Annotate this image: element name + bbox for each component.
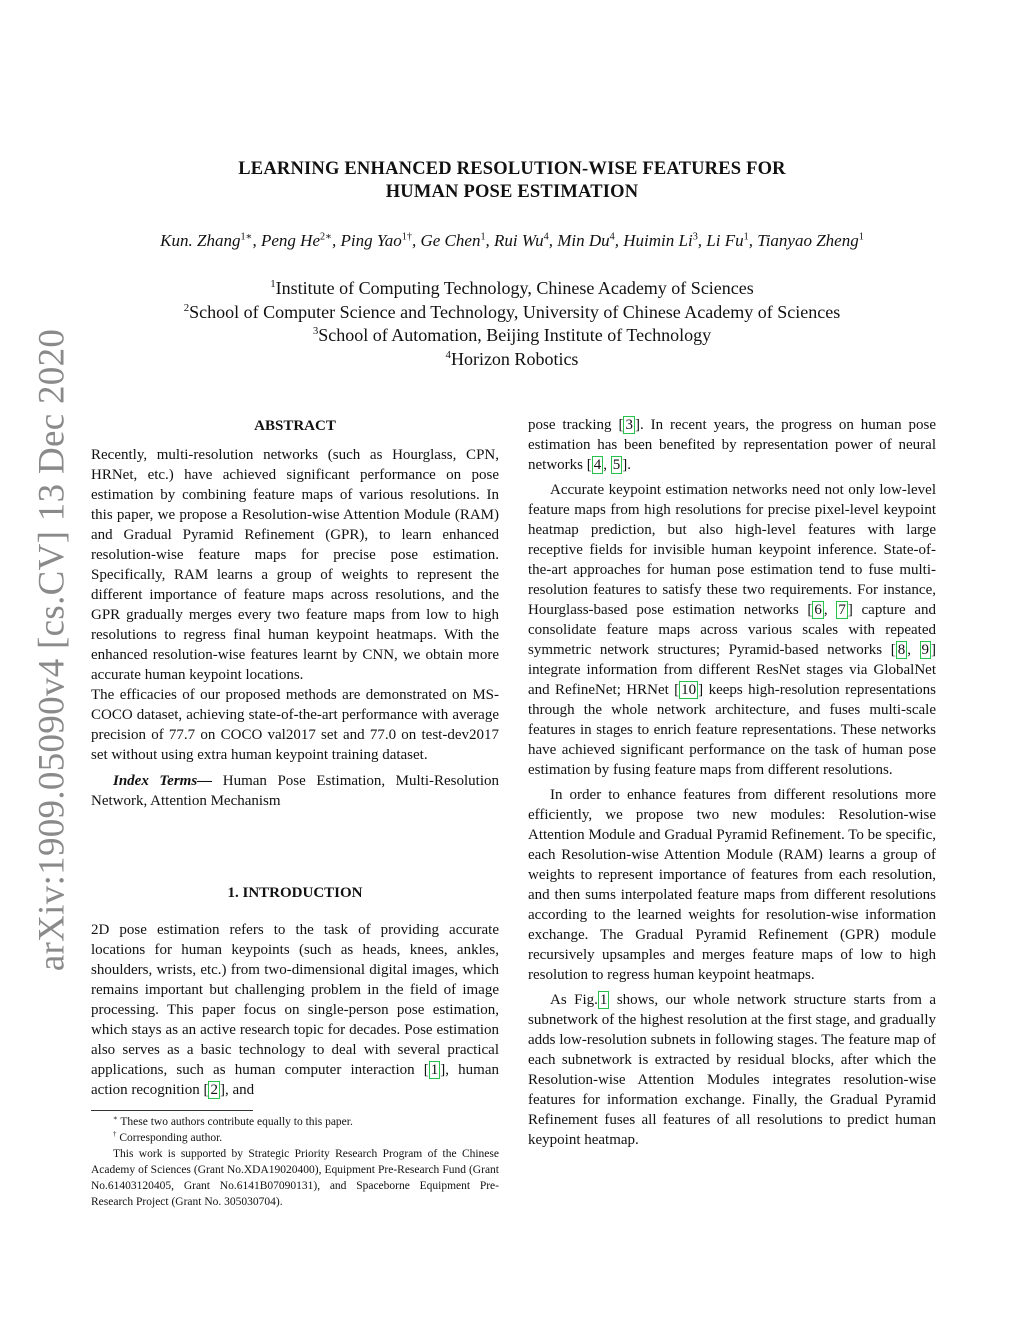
citation-link[interactable]: 3 xyxy=(625,417,633,433)
abstract-paragraph-1: Recently, multi-resolution networks (such as Hourglass, CPN, HRNet, etc.) have achieved significant performance on pose estimation by combining feature maps of various resolutions. In this paper, we propose a Resolution-wise Attention Module (RAM) and Gradual Pyramid Refinement (GPR), to learn enhanced resolution-wise feature maps for precise pose estimation. Specifically, RAM learns a group of weights to represent the different importance of feature maps across resolutions, and the GPR gradually merges every two feature maps from low to high resolutions to regress final human keypoint heatmaps. With the enhanced resolution-wise features learnt by CNN, we obtain more accurate human keypoint locations. xyxy=(91,447,499,683)
author-name: Ping Yao xyxy=(340,231,402,250)
footnote-rule xyxy=(91,1110,253,1111)
author-affil-mark: 3 xyxy=(692,231,698,243)
author-affil-mark: 1∗ xyxy=(240,231,253,243)
author-name: Rui Wu xyxy=(494,231,544,250)
author-affil-mark: 2∗ xyxy=(320,231,333,243)
affiliation: $^3$School of Automation, Beijing Institute of Technology xyxy=(312,325,712,345)
author-affil-mark: 1 xyxy=(480,231,486,243)
citation-link[interactable]: 2 xyxy=(210,1082,218,1098)
abstract-heading: ABSTRACT xyxy=(254,418,336,434)
citation-link[interactable]: 8 xyxy=(897,642,906,658)
footnote-funding: This work is supported by Strategic Priority Research Program of the Chinese Academy of Sciences (Grant No.XDA19020400), Equipment Pre-Research Fund (Grant No.61403120405, Grant No.6141B07090131), and Spaceborne Equipment Pre-Research Project (Grant No. 305030704). xyxy=(91,1148,499,1208)
index-terms-text: Human Pose Estimation, Multi-Resolution Network, Attention Mechanism xyxy=(91,773,500,809)
author-name: Min Du xyxy=(557,231,610,250)
citation-link[interactable]: 1 xyxy=(430,1062,439,1078)
citation-link[interactable]: 7 xyxy=(838,602,846,618)
intro-paragraph-4: As Fig. 1 shows, our whole network structure starts from a subnetwork of the highest resolution at the first stage, and gradually adds low-resolution subnets in following stages. The feature map of each subnetwork is extracted by residual blocks, after which the Resolution-wise Attention Modules integrates resolution-wise features for information exchange. Finally, the Gradual Pyramid Refinement fuses all features of all resolutions to predict human keypoint heatmap. xyxy=(528,992,936,1148)
author-list: Kun. Zhang$^{1∗}$, Peng $He^{2∗}$, Ping Yao$^{1\dagger}$, Ge Chen$^1$, Rui Wu$^4$, Min Du$^4$, Huimin Li$^3$, Li Fu$^1$, Tianyao Zheng$^1$ xyxy=(160,231,864,250)
abstract-paragraph-2: The efficacies of our proposed methods are demonstrated on MS-COCO dataset, achieving state-of-the-art performance with average precision of 77.7 on COCO val2017 set and 77.0 on test-dev2017 set without using extra human keypoint training dataset. xyxy=(91,687,499,763)
author-name: Ge Chen xyxy=(420,231,481,250)
author-name: Tianyao Zheng xyxy=(757,231,859,250)
introduction-heading: 1. INTRODUCTION xyxy=(227,885,363,901)
author-affil-mark: 4 xyxy=(609,231,615,243)
author-affil-mark: 1 xyxy=(858,231,864,243)
author-affil-mark: 1 xyxy=(743,231,749,243)
author-name: Kun. Zhang xyxy=(160,231,241,250)
paper-title xyxy=(0,158,1024,204)
citation-link[interactable]: 4 xyxy=(593,457,602,473)
author-affil-mark: 1† xyxy=(401,231,412,243)
intro-right-body xyxy=(528,415,936,1150)
index-terms-label: Index Terms— xyxy=(113,773,213,789)
citation-link[interactable]: 5 xyxy=(612,457,621,473)
author-name: Li Fu xyxy=(706,231,744,250)
index-terms xyxy=(91,771,499,811)
affiliation: $^2$School of Computer Science and Technology, University of Chinese Academy of Sciences xyxy=(183,301,841,322)
author-name: Peng He xyxy=(260,231,320,250)
abstract-body xyxy=(91,445,499,811)
footnote-equal-contribution: ∗ These two authors contribute equally to this paper. xyxy=(113,1115,353,1128)
affiliation-list xyxy=(0,277,1024,371)
figure-reference-link[interactable]: 1 xyxy=(599,992,608,1008)
arxiv-sidebar-stamp: arXiv:1909.05090v4 [cs.CV] 13 Dec 2020 xyxy=(31,328,73,972)
footnote-corresponding: † Corresponding author. xyxy=(113,1131,223,1144)
intro-paragraph-1: 2D pose estimation refers to the task of providing accurate locations for human keypoints (such as heads, knees, ankles, shoulders, wrists, etc.) from two-dimensional digital images, which remains important but challenging problem in the field of image processing. This paper focus on single-person pose estimation, which stays as an active research topic for decades. Pose estimation also serves as a basic technology to deal with several practical applications, such as human computer interaction [ 1 ], human action recognition [ 2 ], and xyxy=(91,922,499,1098)
affiliation: $^1$Institute of Computing Technology, Chinese Academy of Sciences xyxy=(270,278,754,298)
intro-paragraph-3: In order to enhance features from different resolutions more efficiently, we propose two new modules: Resolution-wise Attention Module and Gradual Pyramid Refinement. To be specific, each Resolution-wise Attention Module (RAM) learns a group of weights to represent importance of features from each resolution, and then sums interpolated feature maps from different resolutions according to the learned weights for resolution-wise information exchange. The Gradual Pyramid Refinement (GPR) module recursively upsamples and merges feature maps of low to high resolution to regress human keypoint heatmaps. xyxy=(528,787,936,983)
title-line-2: HUMAN POSE ESTIMATION xyxy=(385,182,639,202)
citation-link[interactable]: 6 xyxy=(814,602,822,618)
citation-link[interactable]: 9 xyxy=(921,642,930,658)
affiliation: $^4$Horizon Robotics xyxy=(445,348,579,369)
footnotes xyxy=(91,1114,499,1210)
title-line-1: LEARNING ENHANCED RESOLUTION-WISE FEATURES FOR xyxy=(238,159,786,179)
citation-link[interactable]: 10 xyxy=(681,682,697,698)
author-name: Huimin Li xyxy=(623,231,693,250)
intro-paragraph-1-cont: pose tracking [ 3 ]. In recent years, the progress on human pose estimation has been benefited by representation power of neural networks [ 4 , 5 ]. xyxy=(528,417,936,473)
author-affil-mark: 4 xyxy=(543,231,549,243)
intro-paragraph-2: Accurate keypoint estimation networks need not only low-level feature maps from high resolutions for precise pixel-level keypoint heatmap prediction, but also high-level features with large receptive fields for invisible human keypoint inference. State-of-the-art approaches for human pose estimation tend to fuse multi-resolution features to satisfy these two requirements. For instance, Hourglass-based pose estimation networks [ 6 , 7 ] capture and consolidate feature maps across various scales with repeated symmetric network structures; Pyramid-based networks [ 8 , 9 ] integrate information from different ResNet stages via GlobalNet and RefineNet; HRNet [ 10 ] keeps high-resolution representations through the whole network architecture, and fuses multi-scale features in stages to enrich feature representations. These networks have achieved significant performance on the task of human pose estimation by fusing feature maps from different resolutions. xyxy=(528,482,937,778)
intro-left-body xyxy=(91,920,499,1100)
